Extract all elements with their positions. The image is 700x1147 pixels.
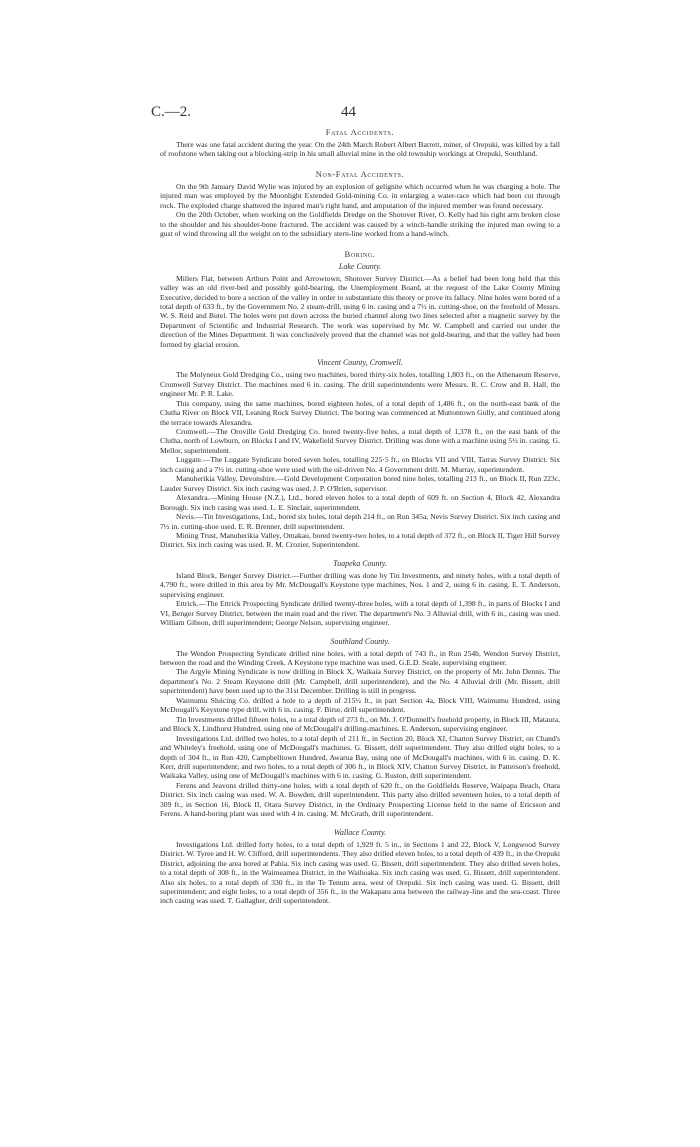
county-subheading: Vincent County, Cromwell.: [317, 358, 403, 368]
section-wallace-county: [160, 828, 560, 906]
paragraph: The Argyle Mining Syndicate is now drilling in Block X, Waikaia Survey District, on the property of Mr. John Dennis. The department's No. 2 Steam Keystone drill (Mr. Campbell, drill superintendent), and the No. 4 Alluvial drill (Mr. Bissett, drill superintendent) have been used up to the 31st December. Drilling is still in progress.: [160, 667, 560, 696]
county-subheading: Tuapeka County.: [333, 558, 387, 568]
paragraph: Investigations Ltd. drilled two holes, to a total depth of 211 ft., in Section 20, Block XI, Chatton Survey District, on Chand's and Whiteley's freehold, using one of McDougall's machines. G. Bissett, drill superintendent. They also drilled eight holes, to a depth of 304 ft., in Run 420, Campbelltown Hundred, Awarua Bay, using one of McDougall's machines, with 6 in. casing. D. K. Kerr, drill superintendent; and two holes, to a total depth of 306 ft., in Block XIV, Chatton Survey District, in Patterson's freehold, Waikaka Valley, using one of McDougall's machines with 6 in. casing. G. Ruston, drill superintendent.: [160, 733, 560, 781]
paragraph: Cromwell.—The Oroville Gold Dredging Co. bored twenty-five holes, a total depth of 1,378 ft., on the east bank of the Clutha, north of Lowburn, on Blocks I and IV, Wakefield Survey District. Drilling was done with a machine using 5½ in. casing. G. Mellor, superintendent.: [160, 426, 560, 455]
section-fatal-accidents: [160, 127, 560, 159]
section-heading: Boring.: [344, 248, 376, 259]
county-subheading: Lake County.: [338, 261, 382, 271]
paragraph: Luggate.—The Luggate Syndicate bored seven holes, totalling 225·5 ft., on Blocks VII and VIII, Tarras Survey District. Six inch casing and a 7½ in. cutting-shoe were used with the oil-driven No. 4 Government drill. M. Murray, superintendent.: [160, 455, 560, 474]
paragraph: Tin Investments drilled fifteen holes, to a total depth of 273 ft., on Mr. J. O'Donnell's freehold property, in Block III, Mataura, and Block X, Lindhurst Hundred, using one of McDougall's drilling-machines. E. Anderson, supervising engineer.: [160, 714, 560, 734]
report-reference: C.—2.: [151, 104, 192, 120]
section-southland-county: [160, 637, 560, 819]
section-heading: Fatal Accidents.: [325, 127, 395, 137]
county-subheading: Wallace County.: [333, 827, 387, 837]
section-non-fatal-accidents: [160, 169, 560, 239]
page-number: 44: [341, 104, 356, 120]
section-boring-lake-county: [160, 249, 560, 350]
section-heading: Non-Fatal Accidents.: [315, 168, 405, 179]
paragraph: There was one fatal accident during the year. On the 24th March Robert Albert Barrett, miner, of Orepuki, was killed by a fall of roofstone when taking out a blocking-strip in his small alluvial mine in the old township workings at Orepuki, Southland.: [160, 140, 560, 159]
paragraph: The Molyneux Gold Dredging Co., using two machines, bored thirty-six holes, totalling 1,803 ft., on the Athenaeum Reserve, Cromwell Survey District. The machines used 6 in. casing. The drill superintendents were Messrs. R. C. Crow and B. Hall, the engineer Mr. P. R. Lake.: [160, 370, 560, 399]
paragraph: Ettrick.—The Ettrick Prospecting Syndicate drilled twenty-three holes, with a total depth of 1,398 ft., in parts of Blocks I and VI, Benger Survey District, between the main road and the river. The department's No. 3 Alluvial drill, with 6 in., casing was used. William Gibson, drill superintendent; George Nelson, supervising engineer.: [160, 599, 560, 628]
paragraph: Island Block, Benger Survey District.—Further drilling was done by Tin Investments, and ninety holes, with a total depth of 4,790 ft., were drilled in this area by Mr. McDougall's Keystone type machines, Nos. 1 and 2, using 6 in. casing. E. T. Anderson, supervising engineer.: [160, 570, 560, 599]
paragraph: Investigations Ltd. drilled forty holes, to a total depth of 1,929 ft. 5 in., in Sections 1 and 22, Block V, Longwood Survey District. W. Tyree and H. W. Clifford, drill superintendents. They also drilled eleven holes, to a total depth of 439 ft., in the Orepuki District, adjoining the area bored at Pahia. Six inch casing was used. G. Bissett, drill superintendent. They also drilled seven holes, to a total depth of 308 ft., in the Waimeamea District, in the Waihoaka. Six inch casing was used. G. Bissett, drill superintendent. Also six holes, to a total depth of 330 ft., in the Te Tenutu area, west of Orepuki. Six inch casing was used. G. Bissett, drill superintendent; and eight holes, to a total depth of 356 ft., in the Wakapatu area between the railway-line and the sea-coast. Three inch casing was used. T. Gallagher, drill superintendent.: [160, 839, 560, 906]
paragraph: Nevis.—Tin Investigations, Ltd., bored six holes, total depth 214 ft., on Run 345a, Nevis Survey District. Six inch casing and 7½ in. cutting-shoe used. E. R. Brenner, drill superintendent.: [160, 512, 560, 531]
page-body: [160, 123, 560, 906]
paragraph: Millers Flat, between Arthurs Point and Arrowtown, Shotover Survey District.—As a belief had been long held that this valley was an old river-bed and possibly gold-bearing, the Unemployment Board, at the request of the Lake County Mining Executive, decided to bore a section of the valley in order to substantiate this theory or prove its fallacy. Nine holes were bored of a total depth of 633 ft., by the Government No. 2 steam-drill, using 6 in. casing and a 7½ in. cutting-shoe, on the freehold of Messrs. W. S. Reid and Butel. The holes were put down across the buried channel along two lines selected after a magnetic survey by the Department of Scientific and Industrial Research. The work was supervised by Mr. W. Campbell and carried out under the direction of the Mines Department. It was conclusively proved that the channel was not gold-bearing, and that the valley had been formed by glacial erosion.: [160, 273, 560, 349]
paragraph: The Wendon Prospecting Syndicate drilled nine holes, with a total depth of 743 ft., in Run 254b, Wendon Survey District, between the road and the Winding Creek. A Keystone type machine was used. G.E.D. Seale, supervising engineer.: [160, 648, 560, 668]
paragraph: On the 9th January David Wylie was injured by an explosion of gelignite which occurred when he was charging a hole. The injured man was employed by the Moonlight Extended Gold-mining Co. in enlarging a water-race which had been cut through rock. The exploded charge shattered the injured man's right hand, and amputation of the injured member was found necessary.: [160, 181, 560, 210]
paragraph: On the 20th October, when working on the Goldfields Dredge on the Shotover River, O. Kelly had his right arm broken close to the shoulder and his shoulder-bone fractured. The accident was caused by a winch-handle striking the injured man owing to a gust of wind throwing all the weight on to the subsidiary stern-line worked from a hand-winch.: [160, 210, 560, 239]
paragraph: Manuherikia Valley, Devonshire.—Gold Development Corporation bored nine holes, totalling 213 ft., on Block II, Run 223c, Lauder Survey District. Six inch casing was used. J. P. O'Brien, supervisor.: [160, 474, 560, 493]
paragraph: Mining Trust, Manuherikia Valley, Omakau, bored twenty-two holes, to a total depth of 372 ft., on Block II, Tiger Hill Survey District. Six inch casing was used. R. M. Crozier, Superintendent.: [160, 530, 560, 550]
paragraph: Alexandra.—Mining House (N.Z.), Ltd., bored eleven holes to a total depth of 609 ft. on Section 4, Block 42, Alexandra Borough. Six inch casing was used. L. E. Sinclair, superintendent.: [160, 493, 560, 512]
paragraph: Waimumu Sluicing Co. drilled a hole to a depth of 215½ ft., in part Section 4a, Block VIII, Waimumu Hundred, using McDougall's Keystone type drill, with 6 in. casing. F. Birse, drill superintendent.: [160, 695, 560, 715]
section-tuapeka-county: [160, 559, 560, 628]
paragraph: This company, using the same machines, bored eighteen holes, of a total depth of 1,486 ft., on the north-east bank of the Clutha River on Block VII, Leaning Rock Survey District. The boring was commenced at Muttontown Gully, and continued along the terrace towards Alexandra.: [160, 398, 560, 427]
county-subheading: Southland County.: [330, 636, 390, 646]
section-vincent-county: [160, 358, 560, 550]
paragraph: Ferens and Jeavons drilled thirty-one holes, with a total depth of 620 ft., on the Goldfields Reserve, Waipapa Beach, Otara District. Six inch casing was used. W. A. Bowden, drill superintendent. This party also drilled seventeen holes, to a total depth of 309 ft., in Section 16, Block II, Otara Survey District, in the Ordinary Prospecting License held in the name of Ericsson and Ferens. A hand-boring plant was used with 4 in. casing. M. McGrath, drill superintendent.: [160, 780, 560, 819]
